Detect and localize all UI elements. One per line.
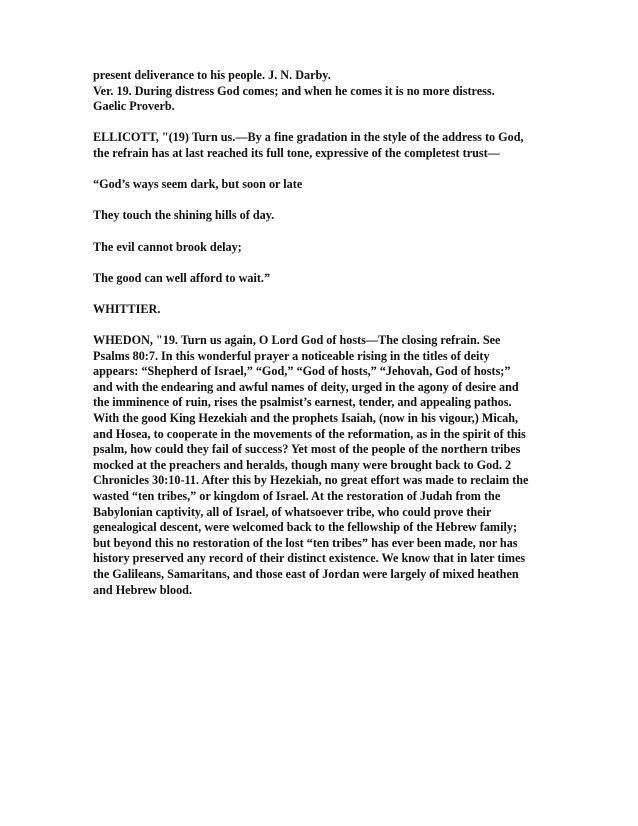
text-line: “God’s ways seem dark, but soon or late — [93, 177, 303, 192]
text-line: mocked at the preachers and heralds, though many were brought back to God. 2 — [93, 457, 512, 472]
text-line: Ver. 19. During distress God comes; and when he comes it is no more distress. — [93, 83, 495, 98]
poem-line — [93, 177, 553, 193]
text-line: appears: “Shepherd of Israel,” “God,” “God of hosts,” “Jehovah, God of hosts;” — [93, 364, 511, 379]
text-line: the refrain has at last reached its full tone, expressive of the completest trust— — [93, 145, 500, 160]
text-line: present deliverance to his people. J. N. Darby. — [93, 68, 331, 82]
poem-line — [93, 240, 553, 256]
document-page — [93, 68, 553, 614]
text-line: Chronicles 30:10-11. After this by Hezekiah, no great effort was made to reclaim the — [93, 473, 529, 488]
text-line: genealogical descent, were welcomed back to the fellowship of the Hebrew family; — [93, 520, 518, 535]
paragraph-whedon — [93, 333, 553, 598]
text-line: They touch the shining hills of day. — [93, 208, 275, 223]
text-line: psalm, how could they fail of success? Yet most of the people of the northern tribes — [93, 442, 521, 457]
paragraph-darby-proverb — [93, 68, 553, 115]
text-line: Gaelic Proverb. — [93, 99, 175, 114]
poem-attribution — [93, 302, 553, 318]
text-line: and Hosea, to cooperate in the movements of the reformation, as in the spirit of this — [93, 426, 526, 441]
text-line: but beyond this no restoration of the lost “ten tribes” has ever been made, nor has — [93, 535, 518, 550]
text-line: ELLICOTT, "(19) Turn us.—By a fine gradation in the style of the address to God, — [93, 130, 524, 145]
text-line: WHEDON, "19. Turn us again, O Lord God of hosts—The closing refrain. See — [93, 333, 501, 348]
poem-line — [93, 271, 553, 287]
text-line: The good can well afford to wait.” — [93, 270, 271, 285]
text-line: history preserved any record of their distinct existence. We know that in later times — [93, 551, 526, 566]
text-line: and Hebrew blood. — [93, 582, 192, 597]
text-line: Psalms 80:7. In this wonderful prayer a noticeable rising in the titles of deity — [93, 348, 490, 363]
paragraph-ellicott — [93, 130, 553, 161]
text-line: With the good King Hezekiah and the prophets Isaiah, (now in his vigour,) Micah, — [93, 411, 519, 426]
text-line: the imminence of ruin, rises the psalmist’s earnest, tender, and appealing pathos. — [93, 395, 512, 410]
text-line: wasted “ten tribes,” or kingdom of Israel. At the restoration of Judah from the — [93, 489, 501, 504]
text-line: WHITTIER. — [93, 301, 161, 316]
text-line: and with the endearing and awful names of deity, urged in the agony of desire and — [93, 379, 519, 394]
text-line: the Galileans, Samaritans, and those east of Jordan were largely of mixed heathen — [93, 567, 519, 581]
text-line: The evil cannot brook delay; — [93, 239, 242, 254]
text-line: Babylonian captivity, all of Israel, of whatsoever tribe, who could prove their — [93, 504, 492, 519]
poem-line — [93, 208, 553, 224]
